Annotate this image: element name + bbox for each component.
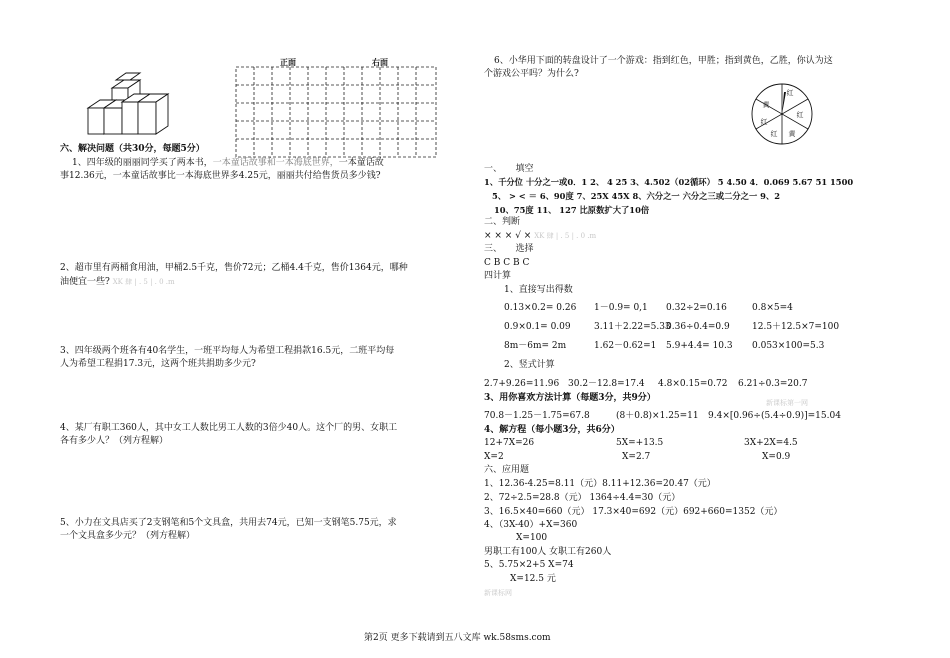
calc-r2-c4: 12.5＋12.5×7=100 bbox=[752, 322, 840, 332]
app-answer-4c: 男职工有100人 女职工有260人 bbox=[484, 547, 612, 557]
answer-section-2-title: 二、判断 bbox=[484, 217, 521, 227]
spinner-slice-3: 红 bbox=[770, 130, 778, 138]
cube-stack-figure bbox=[82, 72, 184, 142]
calc-r1-c4: 0.8×5=4 bbox=[752, 303, 793, 313]
answer-1-line-c: 10、75度 11、 127 比原数扩大了10倍 bbox=[494, 205, 650, 215]
calc-r3-c1: 8m－6m= 2m bbox=[504, 341, 567, 351]
answer-3-row: C B C B C bbox=[484, 258, 530, 268]
spinner-slice-2: 红 bbox=[796, 111, 804, 119]
q4-line2: 各有多少人？（列方程解） bbox=[60, 436, 169, 446]
faint-watermark-2: 新课标网 bbox=[484, 589, 512, 597]
q1-hidden-text: 一本童话故事和一本海底世界， bbox=[212, 158, 339, 168]
answer-section-1-title: 一、 填空 bbox=[484, 164, 534, 174]
answer-1-line-b: 5、 > < ＝ 6、90度 7、25X 45X 8、六分之一 六分之三或二分之一 9、2 bbox=[492, 191, 780, 201]
spinner-wheel bbox=[750, 82, 814, 146]
answer-section-6-title: 4、解方程（每小题3分，共6分） bbox=[484, 425, 620, 435]
faint-watermark-1: 新课标第一网 bbox=[766, 399, 808, 407]
spinner-slice-1: 红 bbox=[786, 89, 794, 97]
vert-c1: 2.7+9.26=11.96 bbox=[484, 379, 560, 389]
q5-line2: 一个文具盒多少元？（列方程解） bbox=[60, 531, 196, 541]
calc-r2-c3: 0.36÷0.4=0.9 bbox=[666, 322, 730, 332]
calc-r1-c3: 0.32÷2=0.16 bbox=[666, 303, 727, 313]
eq-r2-c2: X=2.7 bbox=[622, 452, 651, 462]
answer-4-subtitle-1: 1、直接写出得数 bbox=[504, 285, 573, 295]
front-view-label: 正面 bbox=[280, 57, 296, 67]
answer-section-3-title: 三、 选择 bbox=[484, 244, 534, 254]
answer-2-marks: × × × √ × bbox=[484, 231, 535, 241]
calc-r3-c2: 1.62－0.62=1 bbox=[594, 341, 657, 351]
page-footer: 第2页 更多下载请到五八文库 wk.58sms.com bbox=[364, 633, 551, 643]
app-answer-2: 2、72÷2.5=28.8（元） 1364÷4.4=30（元） bbox=[484, 493, 681, 503]
app-answer-1: 1、12.36-4.25=8.11（元）8.11+12.36=20.47（元） bbox=[484, 479, 716, 489]
calc-r3-c3: 5.9+4.4= 10.3 bbox=[666, 341, 733, 351]
spinner-slice-4: 黄 bbox=[762, 101, 770, 109]
q4-line1: 4、某厂有职工360人，其中女工人数比男工人数的3倍少40人。这个厂的男、女职工 bbox=[60, 423, 398, 433]
vert-c2: 30.2－12.8=17.4 bbox=[568, 379, 645, 389]
q6-line1: 6、小华用下面的转盘设计了一个游戏：指到红色，甲胜；指到黄色，乙胜，你认为这 bbox=[494, 56, 833, 66]
spinner-slice-6: 红 bbox=[760, 118, 768, 126]
eq-r2-c1: X=2 bbox=[484, 452, 504, 462]
q3-line2: 人为希望工程捐17.3元，这两个班共捐助多少元? bbox=[60, 359, 256, 369]
calc-r2-c1: 0.9×0.1= 0.09 bbox=[504, 322, 571, 332]
q2-watermark: XK 肆 | . 5 | . 0 .m bbox=[112, 278, 175, 286]
easy-c2: (8＋0.8)×1.25=11 bbox=[616, 411, 699, 421]
eq-r2-c3: X=0.9 bbox=[762, 452, 791, 462]
answer-section-7-title: 六、应用题 bbox=[484, 465, 530, 475]
easy-c1: 70.8－1.25－1.75=67.8 bbox=[484, 411, 590, 421]
eq-r1-c2: 5X=+13.5 bbox=[616, 438, 664, 448]
drawing-grid bbox=[235, 66, 437, 158]
spinner-slice-5: 黄 bbox=[788, 130, 796, 138]
section-six-title: 六、解决问题（共30分，每题5分） bbox=[60, 144, 205, 154]
app-answer-5a: 5、5.75×2+5 X=74 bbox=[484, 560, 574, 570]
calc-r1-c2: 1－0.9= 0,1 bbox=[594, 303, 648, 313]
answer-section-4-title: 四计算 bbox=[484, 271, 512, 281]
vert-c3: 4.8×0.15=0.72 bbox=[658, 379, 728, 389]
answer-4-subtitle-2: 2、竖式计算 bbox=[504, 360, 555, 370]
q2-line2 bbox=[60, 276, 175, 288]
q2-line1: 2、超市里有两桶食用油，甲桶2.5千克，售价72元；乙桶4.4千克，售价1364元，哪种 bbox=[60, 263, 408, 273]
answer-section-5-title: 3、用你喜欢方法计算（每题3分，共9分） bbox=[484, 393, 656, 403]
q1-line1-end: 一本童话故 bbox=[338, 158, 384, 168]
app-answer-5b: X=12.5 元 bbox=[510, 574, 556, 584]
q1-line1 bbox=[72, 157, 384, 169]
q5-line1: 5、小力在文具店买了2支钢笔和5个文具盒，共用去74元，已知一支钢笔5.75元，求 bbox=[60, 518, 397, 528]
right-view-label: 右面 bbox=[372, 57, 388, 67]
calc-r3-c4: 0.053×100=5.3 bbox=[752, 341, 825, 351]
answer-2-watermark: XK 肆 | . 5 | . 0 .m bbox=[534, 232, 597, 240]
eq-r1-c1: 12+7X=26 bbox=[484, 438, 535, 448]
q2-line2-text: 油便宜一些? bbox=[60, 277, 110, 287]
vert-c4: 6.21÷0.3=20.7 bbox=[738, 379, 808, 389]
app-answer-4a: 4、（3X-40）+X=360 bbox=[484, 520, 578, 530]
q3-line1: 3、四年级两个班各有40名学生，一班平均每人为希望工程捐款16.5元，二班平均每 bbox=[60, 346, 395, 356]
answer-1-line-a: 1、千分位 十分之一或0．1 2、 4 25 3、4.502（02循环） 5 4.50 4．0.069 5.67 51 1500 bbox=[484, 177, 854, 187]
eq-r1-c3: 3X+2X=4.5 bbox=[744, 438, 798, 448]
answer-2-row bbox=[484, 230, 596, 242]
q1-line2: 事12.36元，一本童话故事比一本海底世界多4.25元，丽丽共付给售货员多少钱? bbox=[60, 171, 381, 181]
easy-c3: 9.4×[0.96÷(5.4÷0.9)]=15.04 bbox=[708, 411, 841, 421]
q6-line2: 个游戏公平吗？为什么? bbox=[484, 69, 579, 79]
app-answer-3: 3、16.5×40=660（元） 17.3×40=692（元）692+660=1352（元） bbox=[484, 507, 783, 517]
calc-r1-c1: 0.13×0.2= 0.26 bbox=[504, 303, 577, 313]
q1-line1-start: 1、四年级的丽丽同学买了两本书， bbox=[72, 158, 213, 168]
calc-r2-c2: 3.11＋2.22=5.33 bbox=[594, 322, 671, 332]
app-answer-4b: X=100 bbox=[516, 533, 548, 543]
